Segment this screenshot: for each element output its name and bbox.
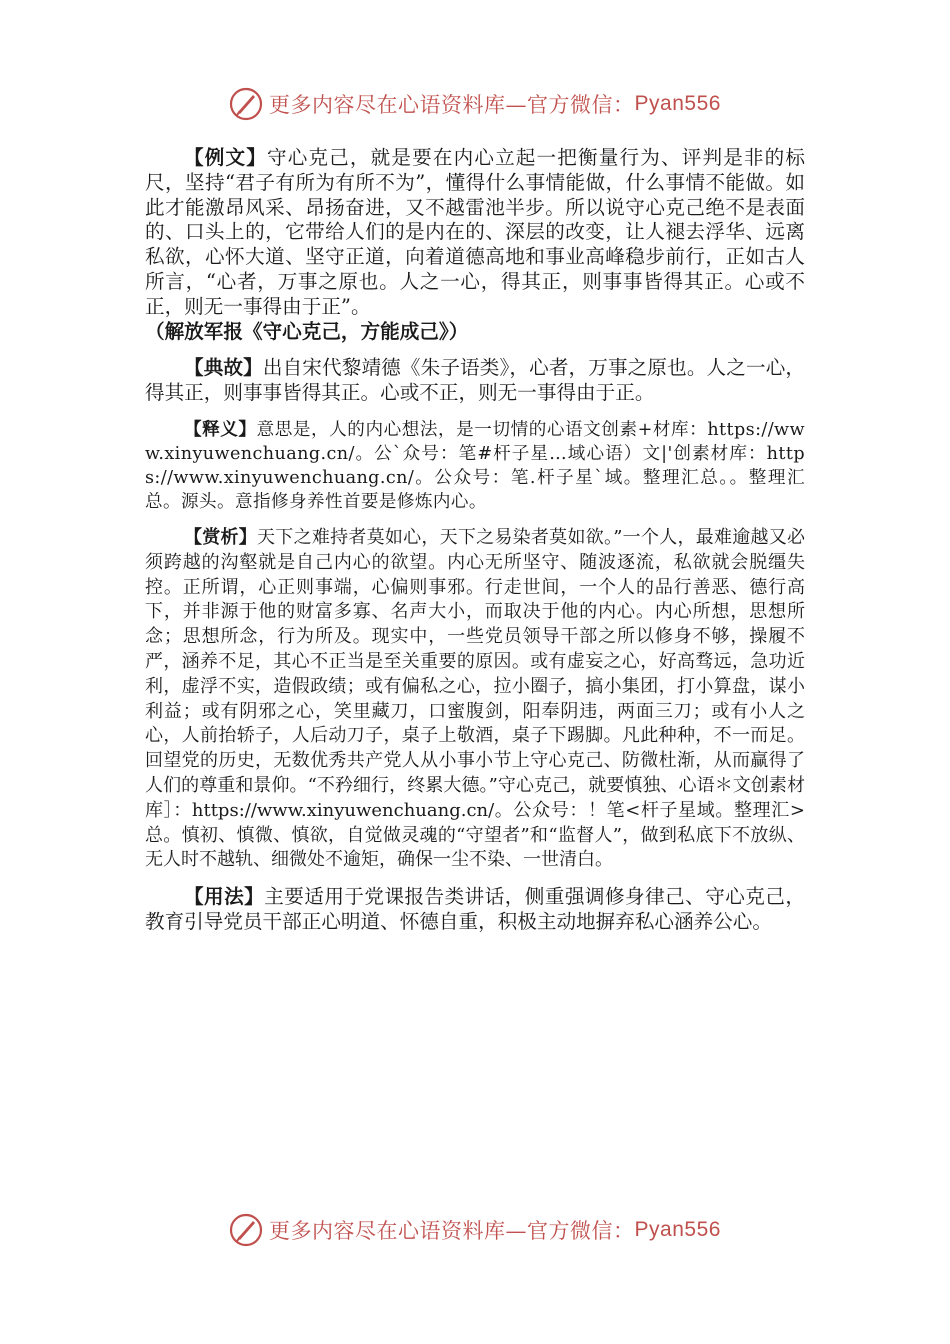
example-label: 【例文】: [184, 146, 267, 169]
usage-label: 【用法】: [184, 885, 265, 909]
allusion-label: 【典故】: [184, 356, 263, 380]
footer-banner-text: 更多内容尽在心语资料库—官方微信：: [269, 1219, 635, 1243]
header-banner-text: 更多内容尽在心语资料库—官方微信：: [269, 93, 635, 117]
allusion-text: 出自宋代黎靖德《朱子语类》，心者，万事之原也。人之一心，得其正，则事事皆得其正。心或不正，则无一事得由于正。: [145, 356, 806, 405]
quill-pen-logo-icon: [229, 87, 263, 121]
footer-banner: [0, 1210, 950, 1250]
appreciation-label: 【赏析】: [184, 526, 258, 548]
example-text: 守心克己，就是要在内心立起一把衡量行为、评判是非的标尺，坚持“君子有所为有所不为”，懂得什么事情能做，什么事情不能做。如此才能激昂风采、昂扬奋进，又不越雷池半步。所以说守心克己绝不是表面的、口头上的，它带给人们的是内在的、深层的改变，让人褪去浮华、远离私欲，心怀大道、坚守正道，向着道德高地和事业高峰稳步前行，正如古人所言，“心者，万事之原也。人之一心，得其正，则事事皆得其正。心或不正，则无一事得由于正”。: [145, 146, 805, 318]
example-paragraph: [145, 146, 805, 344]
allusion-paragraph: [145, 356, 805, 406]
meaning-label: 【释义】: [184, 418, 257, 440]
quill-pen-logo-icon: [229, 1213, 263, 1247]
header-banner: [0, 84, 950, 124]
document-body: [145, 146, 805, 947]
appreciation-text: 天下之难持者莫如心，天下之易染者莫如欲。”一个人，最难逾越又必须跨越的沟壑就是自己内心的欲望。内心无所坚守、随波逐流，私欲就会脱缰失控。正所谓，心正则事端，心偏则事邪。行走世间，一个人的品行善恶、德行高下，并非源于他的财富多寡、名声大小，而取决于他的内心。内心所想，思想所念；思想所念，行为所及。现实中，一些党员领导干部之所以修身不够，操履不严，涵养不足，其心不正当是至关重要的原因。或有虚妄之心，好高骛远，急功近利，虚浮不实，造假政绩；或有偏私之心，拉小圈子，搞小集团，打小算盘，谋小利益；或有阴邪之心，笑里藏刀，口蜜腹剑，阳奉阴违，两面三刀；或有小人之心，人前抬轿子，人后动刀子，桌子上敬酒，桌子下踢脚。凡此种种，不一而足。回望党的历史，无数优秀共产党人从小事小节上守心克己、防微杜渐，从而赢得了人们的尊重和景仰。“不矜细行，终累大德。”守心克己，就要慎独、心语＊文创素材库］：https://www.xinyuwenchuang.cn/。公众号：！笔<杆子星域。整理汇>总。慎初、慎微、慎欲，自觉做灵魂的“守望者”和“监督人”，做到私底下不放纵、无人时不越轨、细微处不逾矩，确保一尘不染、一世清白。: [145, 526, 806, 871]
meaning-text: 意思是，人的内心想法，是一切情的心语文创素+材库：https://www.xinyuwenchuang.cn/。公`众号：笔#杆子星…域心语）文|'创素材库：https://www.xinyuwenchuang.cn/。公众号：笔.杆子星`域。整理汇总。。整理汇总。源头。意指修身养性首要是修炼内心。: [145, 419, 805, 512]
usage-paragraph: [145, 885, 805, 935]
footer-wechat-id: Pyan556: [634, 1218, 721, 1241]
example-source: （解放军报《守心克己，方能成己》）: [145, 319, 469, 343]
header-wechat-id: Pyan556: [634, 92, 721, 115]
meaning-paragraph: [145, 418, 805, 514]
usage-text: 主要适用于党课报告类讲话，侧重强调修身律己、守心克己，教育引导党员干部正心明道、怀德自重，积极主动地摒弃私心涵养公心。: [145, 885, 805, 933]
appreciation-paragraph: [145, 526, 805, 873]
